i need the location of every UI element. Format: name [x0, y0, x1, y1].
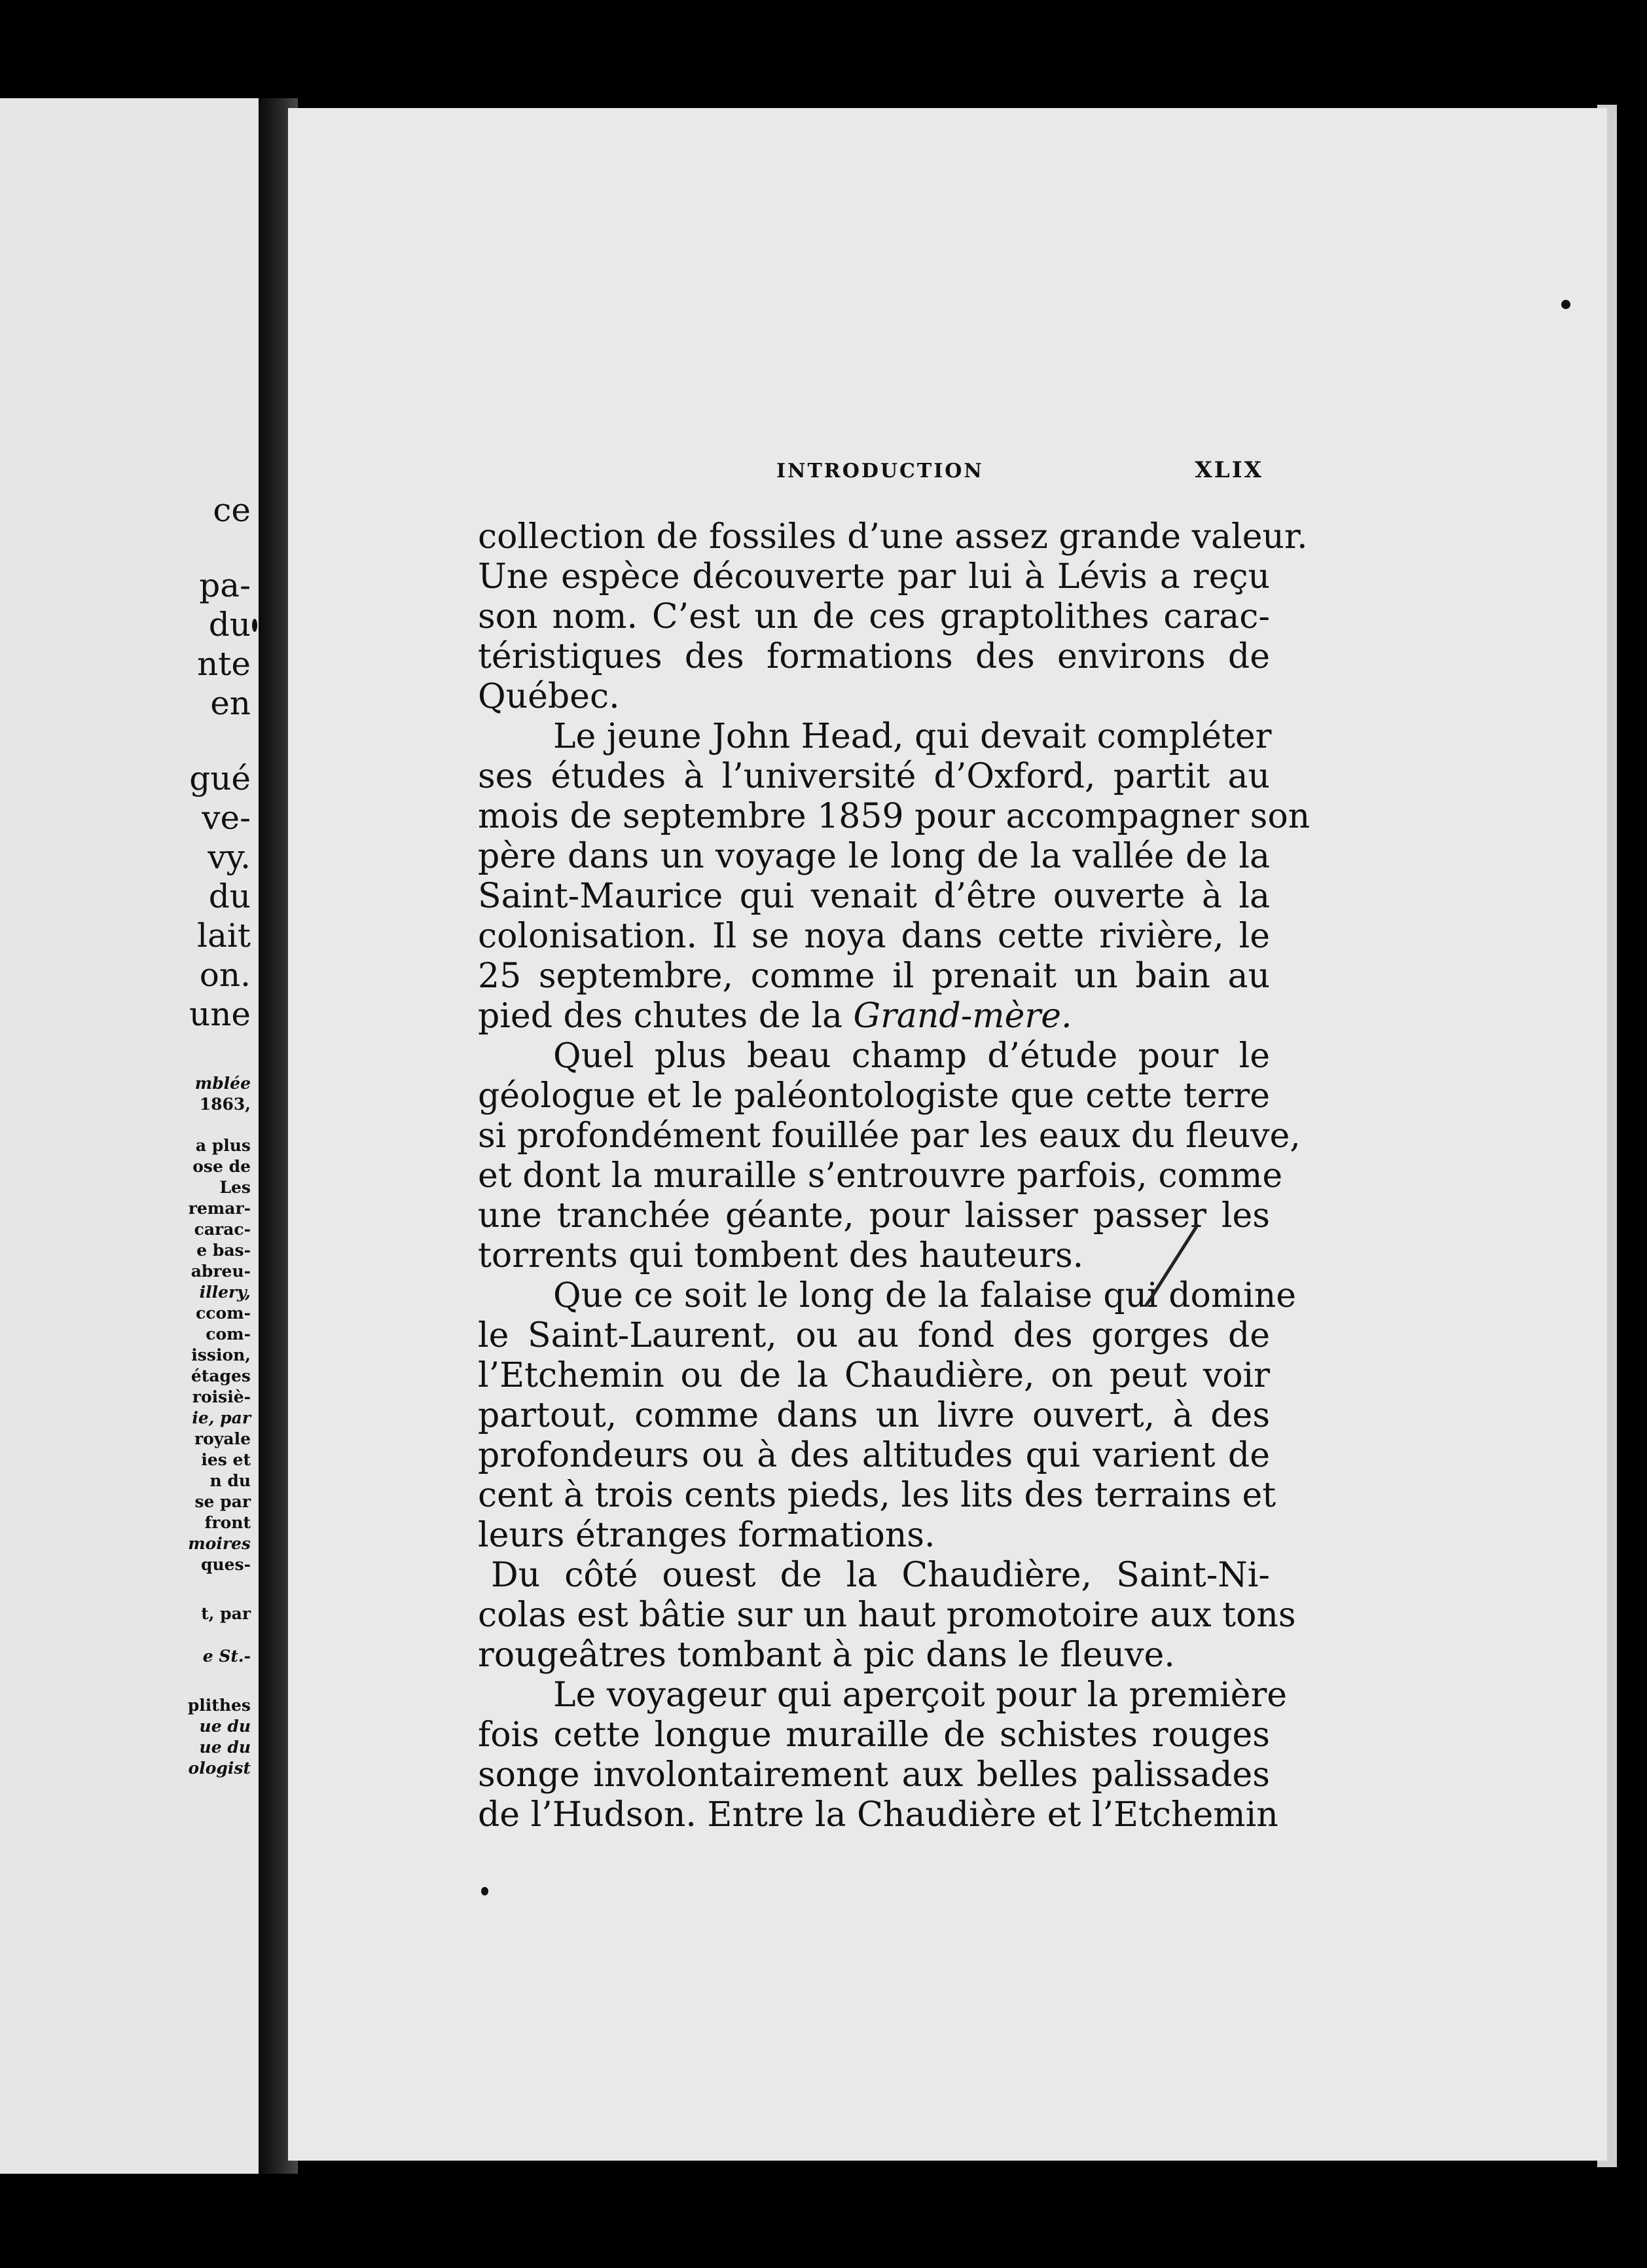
text-line: téristiques des formations des environs de	[478, 637, 1270, 676]
left-page-line: e St.-	[202, 1647, 251, 1666]
left-page-line: ission,	[191, 1345, 251, 1364]
left-page-line: ce	[213, 491, 251, 529]
text-line: mois de septembre 1859 pour accompagner son	[478, 797, 1311, 836]
left-page-line: a plus	[195, 1136, 251, 1155]
text-fragment: pied des chutes de la	[478, 997, 854, 1036]
text-line: cent à trois cents pieds, les lits des terrains et	[478, 1476, 1276, 1515]
left-page-line: du	[208, 877, 251, 915]
left-page-line: vy.	[208, 838, 251, 876]
left-page-line: roisiè-	[192, 1387, 251, 1406]
left-page-line: ologist	[188, 1759, 251, 1778]
text-line	[478, 997, 1270, 1036]
text-line: partout, comme dans un livre ouvert, à des	[478, 1396, 1270, 1435]
scan-speck	[481, 1887, 488, 1895]
left-page-line: royale	[194, 1429, 251, 1448]
running-header	[484, 457, 1276, 499]
text-line: père dans un voyage le long de la vallée de la	[478, 837, 1270, 876]
left-page-line: plithes	[187, 1696, 251, 1715]
text-line: son nom. C’est un de ces graptolithes carac-	[478, 597, 1270, 636]
left-page-line: ue du	[199, 1738, 251, 1757]
text-line: fois cette longue muraille de schistes rouges	[478, 1715, 1270, 1755]
text-line: et dont la muraille s’entrouvre parfois, comme	[478, 1156, 1283, 1196]
left-page-line: Les	[219, 1178, 251, 1197]
text-line: si profondément fouillée par les eaux du fleuve,	[478, 1116, 1301, 1156]
left-page-line: ques-	[200, 1555, 251, 1574]
text-line: Une espèce découverte par lui à Lévis a reçu	[478, 557, 1270, 596]
left-page-line: ccom-	[196, 1304, 251, 1323]
text-line: songe involontairement aux belles palissades	[478, 1755, 1270, 1795]
left-page-line: e bas-	[196, 1241, 251, 1260]
left-page-line: ue du	[199, 1717, 251, 1736]
left-page-line: se par	[194, 1492, 251, 1511]
text-line: colonisation. Il se noya dans cette rivière, le	[478, 917, 1270, 956]
text-line: Le jeune John Head, qui devait compléter	[553, 717, 1272, 756]
left-page-line: nte	[197, 645, 251, 683]
running-title: INTRODUCTION	[776, 460, 984, 483]
left-page-line: pa-	[199, 566, 251, 604]
left-page-line: une	[189, 995, 251, 1033]
text-line: torrents qui tombent des hauteurs.	[478, 1236, 1084, 1275]
left-page-line: com-	[206, 1325, 251, 1344]
text-line: ses études à l’université d’Oxford, partit au	[478, 757, 1270, 796]
text-line: leurs étranges formations.	[478, 1516, 935, 1555]
text-line: 25 septembre, comme il prenait un bain au	[478, 957, 1270, 996]
text-line: Saint-Maurice qui venait d’être ouverte à la	[478, 877, 1270, 916]
page-number: XLIX	[1195, 457, 1263, 483]
left-page-line: ies et	[201, 1450, 251, 1469]
text-line: de l’Hudson. Entre la Chaudière et l’Etchemin	[478, 1795, 1278, 1835]
left-page-line: abreu-	[190, 1262, 251, 1281]
text-line: colas est bâtie sur un haut promotoire aux tons	[478, 1596, 1296, 1635]
left-page-line: moires	[188, 1534, 251, 1553]
previous-page-fragment	[0, 98, 259, 2174]
text-line: collection de fossiles d’une assez grande valeur.	[478, 517, 1308, 557]
left-page-line: t, par	[201, 1604, 251, 1623]
left-page-line: mblée	[194, 1074, 251, 1093]
scan-speck	[252, 619, 257, 632]
left-page-line: gué	[189, 759, 251, 797]
left-page-line: du	[208, 606, 251, 644]
text-line: Du côté ouest de la Chaudière, Saint-Ni-	[491, 1556, 1270, 1595]
left-page-line: étages	[190, 1366, 251, 1385]
text-line: profondeurs ou à des altitudes qui varient de	[478, 1436, 1270, 1475]
left-page-line: ie, par	[192, 1408, 251, 1427]
scan-speck	[1561, 300, 1570, 309]
body-text	[478, 517, 1311, 1835]
left-page-line: ve-	[202, 799, 251, 837]
text-line: le Saint-Laurent, ou au fond des gorges de	[478, 1316, 1270, 1355]
left-page-line: carac-	[194, 1220, 251, 1239]
left-page-line: front	[204, 1513, 251, 1532]
text-line: l’Etchemin ou de la Chaudière, on peut voir	[478, 1356, 1270, 1395]
text-line: rougeâtres tombant à pic dans le fleuve.	[478, 1636, 1175, 1675]
text-line: Québec.	[478, 677, 620, 716]
left-page-line: lait	[197, 917, 251, 955]
text-line: une tranchée géante, pour laisser passer les	[478, 1196, 1270, 1235]
text-line: Que ce soit le long de la falaise qui domine	[553, 1276, 1297, 1315]
left-page-line: ose de	[192, 1157, 251, 1176]
left-page-line: en	[210, 684, 251, 722]
left-page-line: on.	[199, 956, 251, 994]
text-line: Quel plus beau champ d’étude pour le	[553, 1036, 1270, 1076]
left-page-line: illery,	[199, 1283, 251, 1302]
left-page-line: n du	[209, 1471, 251, 1490]
italic-place-name: Grand-mère.	[853, 997, 1072, 1036]
left-page-line: 1863,	[199, 1095, 251, 1114]
text-line: géologue et le paléontologiste que cette terre	[478, 1076, 1270, 1116]
text-line: Le voyageur qui aperçoit pour la première	[553, 1675, 1288, 1715]
pencil-stroke-mark	[1132, 1218, 1211, 1316]
left-page-line: remar-	[188, 1199, 251, 1218]
